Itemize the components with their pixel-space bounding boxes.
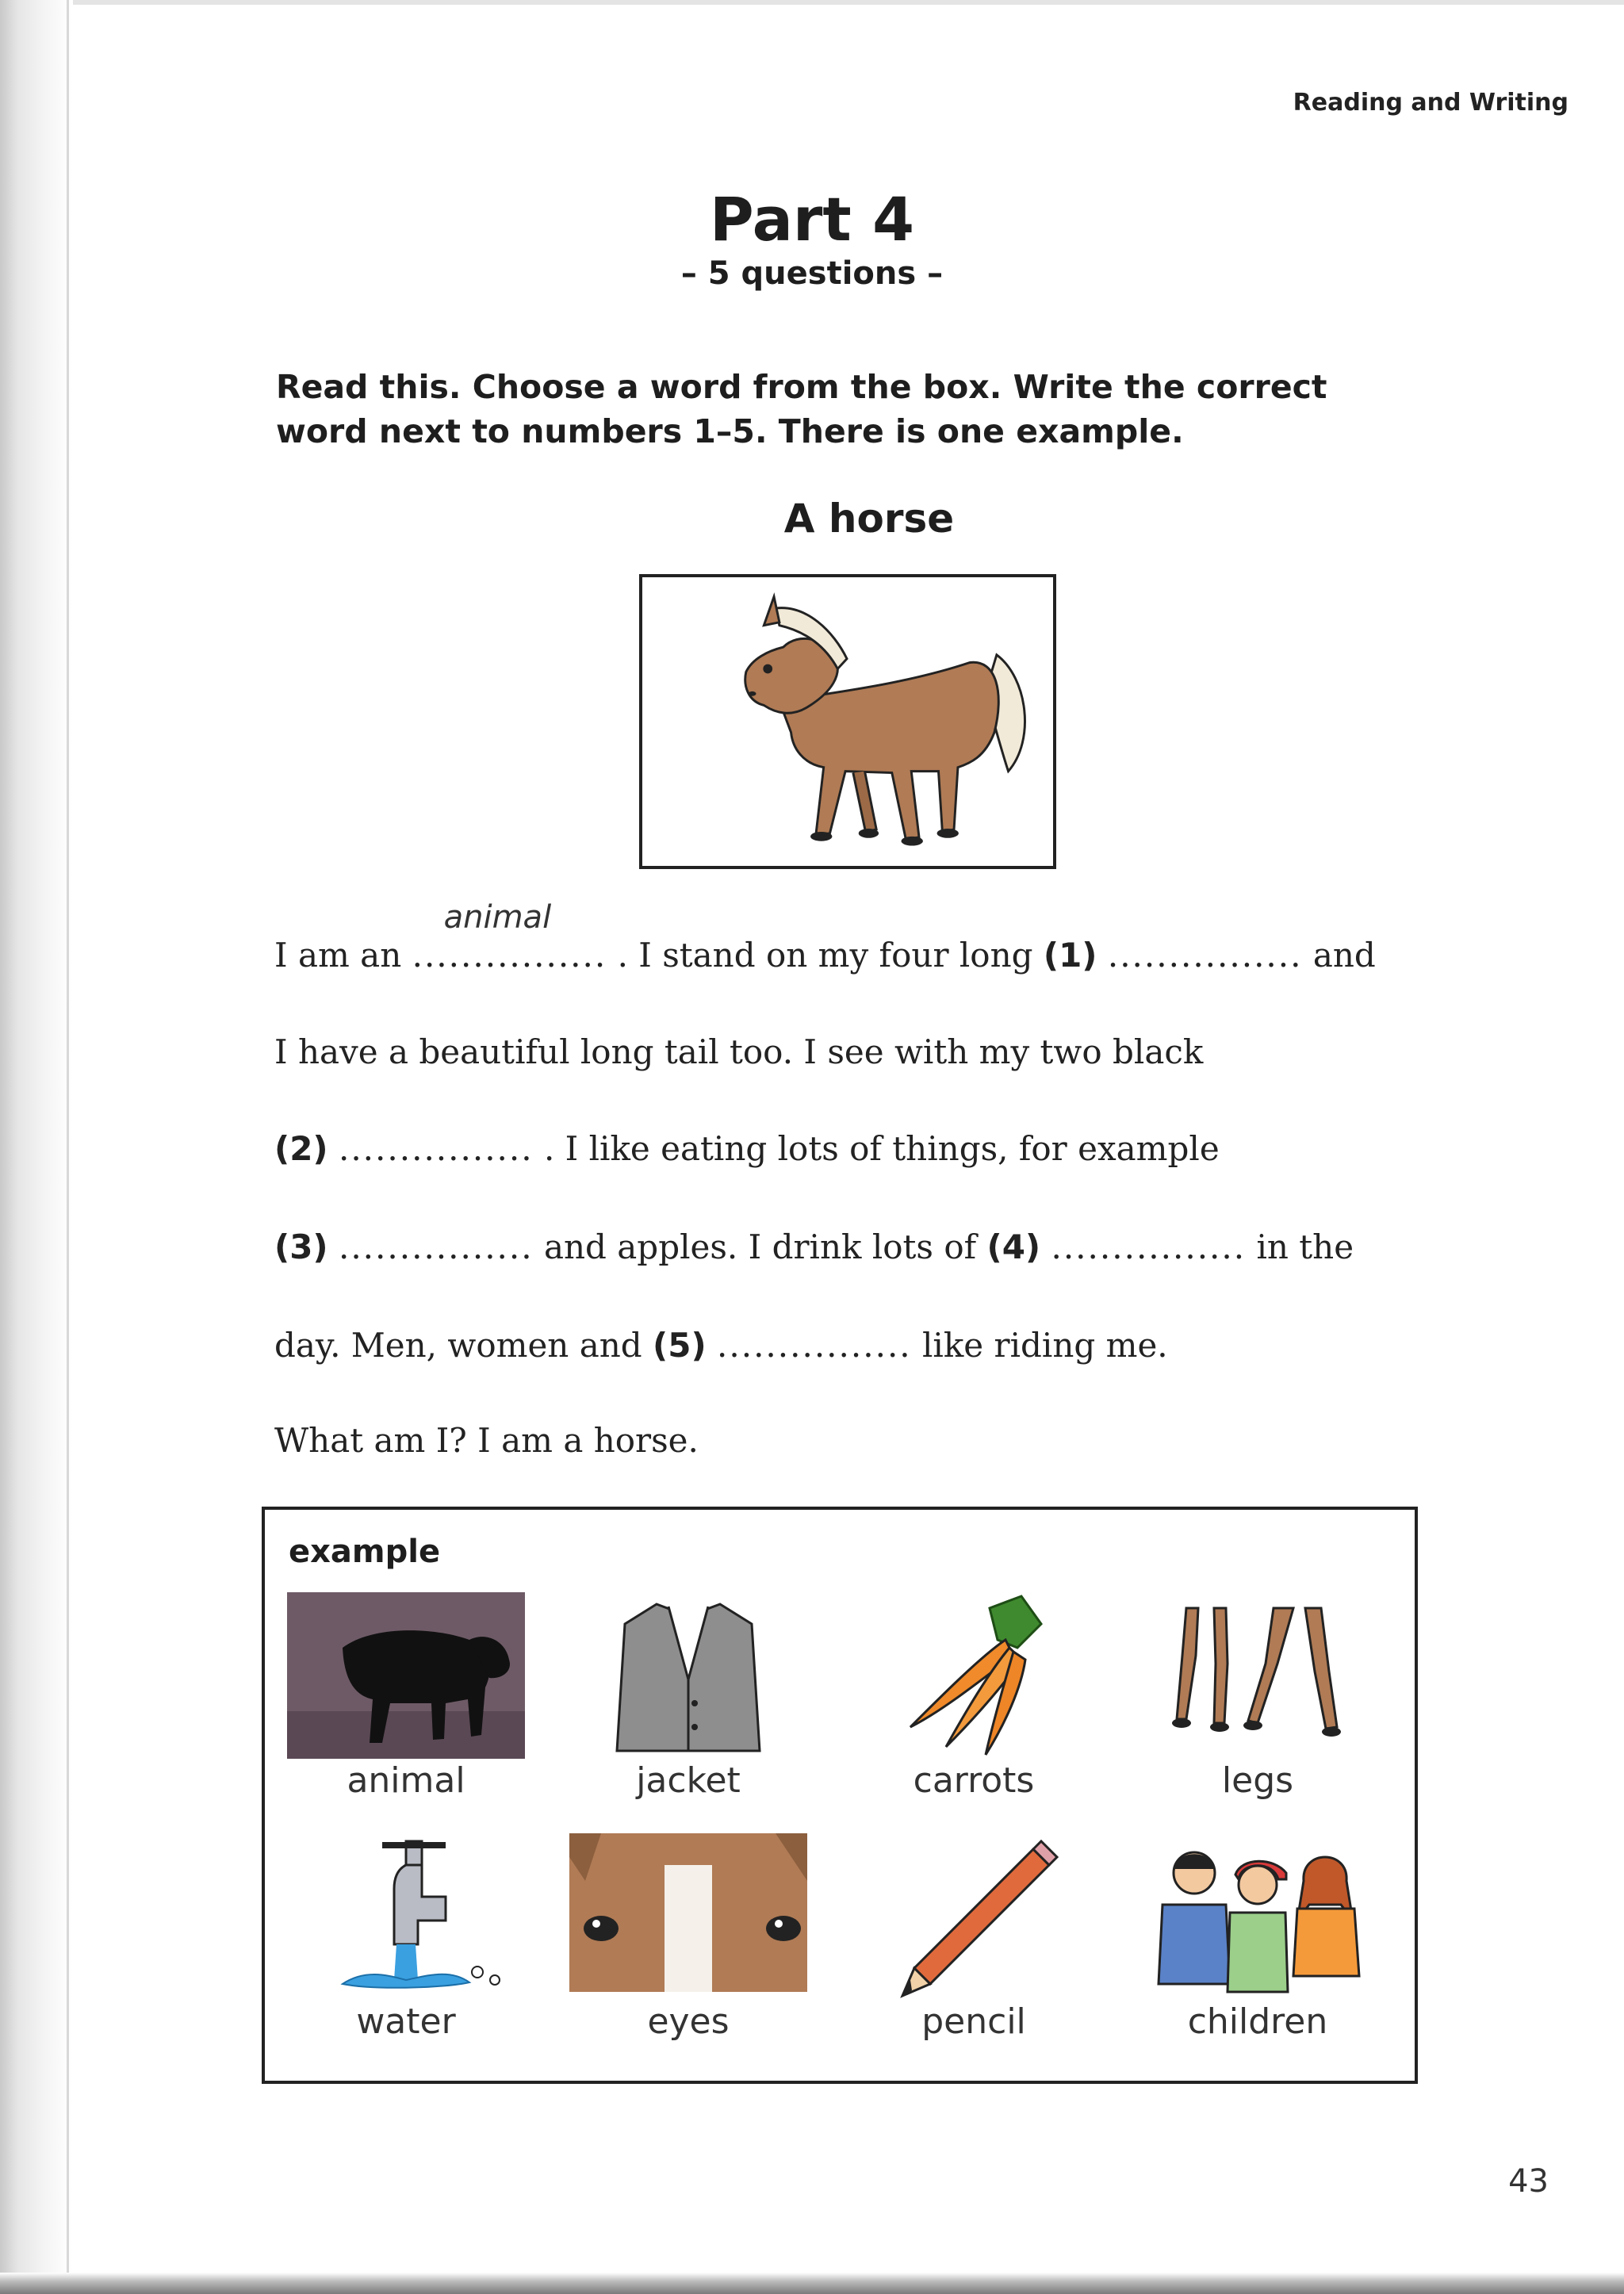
word-card-animal bbox=[287, 1592, 525, 1801]
word-card-carrots bbox=[855, 1592, 1093, 1801]
word-card-children bbox=[1139, 1833, 1377, 2042]
example-gap: animal ................ bbox=[412, 899, 607, 975]
word-label-children: children bbox=[1187, 2001, 1328, 2042]
word-card-eyes bbox=[569, 1833, 807, 2042]
word-card-jacket bbox=[569, 1592, 807, 1801]
carrots-icon bbox=[855, 1592, 1093, 1759]
children-icon bbox=[1139, 1833, 1377, 2000]
story-line-5: day. Men, women and (5) ................ like riding me. bbox=[274, 1326, 1168, 1365]
story-title: A horse bbox=[783, 496, 955, 542]
answer-gap-4[interactable]: ................ bbox=[1051, 1227, 1247, 1266]
page-bottom-edge bbox=[0, 2273, 1624, 2294]
word-box bbox=[262, 1507, 1418, 2084]
example-label: example bbox=[289, 1534, 441, 1570]
page-top-edge bbox=[0, 0, 1624, 5]
section-label: Reading and Writing bbox=[1293, 89, 1568, 117]
story-line-1: I am an animal ................ . I stand on my four long (1) ................ and bbox=[274, 899, 1376, 975]
instructions: Read this. Choose a word from the box. Write the correct word next to numbers 1–5. There is one example. bbox=[276, 368, 1327, 450]
story-line-2: I have a beautiful long tail too. I see with my two black bbox=[274, 1032, 1204, 1071]
word-label-carrots: carrots bbox=[913, 1760, 1035, 1801]
pencil-icon bbox=[855, 1833, 1093, 2000]
question-4-number: (4) bbox=[986, 1227, 1041, 1266]
word-label-eyes: eyes bbox=[647, 2001, 730, 2042]
question-1-number: (1) bbox=[1043, 936, 1097, 975]
word-card-water bbox=[287, 1833, 525, 2042]
water-tap-icon bbox=[287, 1833, 525, 2000]
horse-illustration bbox=[642, 577, 1053, 866]
book-spine-line bbox=[67, 0, 69, 2294]
part-title: Part 4 bbox=[709, 184, 915, 255]
page-number: 43 bbox=[1508, 2163, 1549, 2200]
word-card-legs bbox=[1139, 1592, 1377, 1801]
story-line-6: What am I? I am a horse. bbox=[274, 1421, 699, 1460]
answer-gap-3[interactable]: ................ bbox=[338, 1227, 534, 1266]
question-5-number: (5) bbox=[653, 1326, 707, 1365]
jacket-icon bbox=[569, 1592, 807, 1759]
word-label-legs: legs bbox=[1221, 1760, 1294, 1801]
answer-gap-1[interactable]: ................ bbox=[1107, 936, 1303, 975]
word-label-animal: animal bbox=[347, 1760, 465, 1801]
question-2-number: (2) bbox=[274, 1129, 328, 1168]
word-label-jacket: jacket bbox=[636, 1760, 741, 1801]
story-line-4: (3) ................ and apples. I drink lots of (4) ................ in the bbox=[274, 1227, 1354, 1266]
question-3-number: (3) bbox=[274, 1227, 328, 1266]
part-subtitle: – 5 questions – bbox=[680, 255, 944, 292]
word-label-pencil: pencil bbox=[921, 2001, 1026, 2042]
book-spine-shadow bbox=[0, 0, 73, 2294]
animal-silhouette-icon bbox=[287, 1592, 525, 1759]
word-card-pencil bbox=[855, 1833, 1093, 2042]
example-answer: animal bbox=[443, 899, 552, 936]
eyes-icon bbox=[569, 1833, 807, 2000]
legs-icon bbox=[1139, 1592, 1377, 1759]
answer-gap-5[interactable]: ................ bbox=[717, 1326, 912, 1365]
horse-picture bbox=[639, 574, 1056, 869]
story-line-3: (2) ................ . I like eating lots of things, for example bbox=[274, 1129, 1220, 1168]
answer-gap-2[interactable]: ................ bbox=[338, 1129, 534, 1168]
word-label-water: water bbox=[356, 2001, 456, 2042]
